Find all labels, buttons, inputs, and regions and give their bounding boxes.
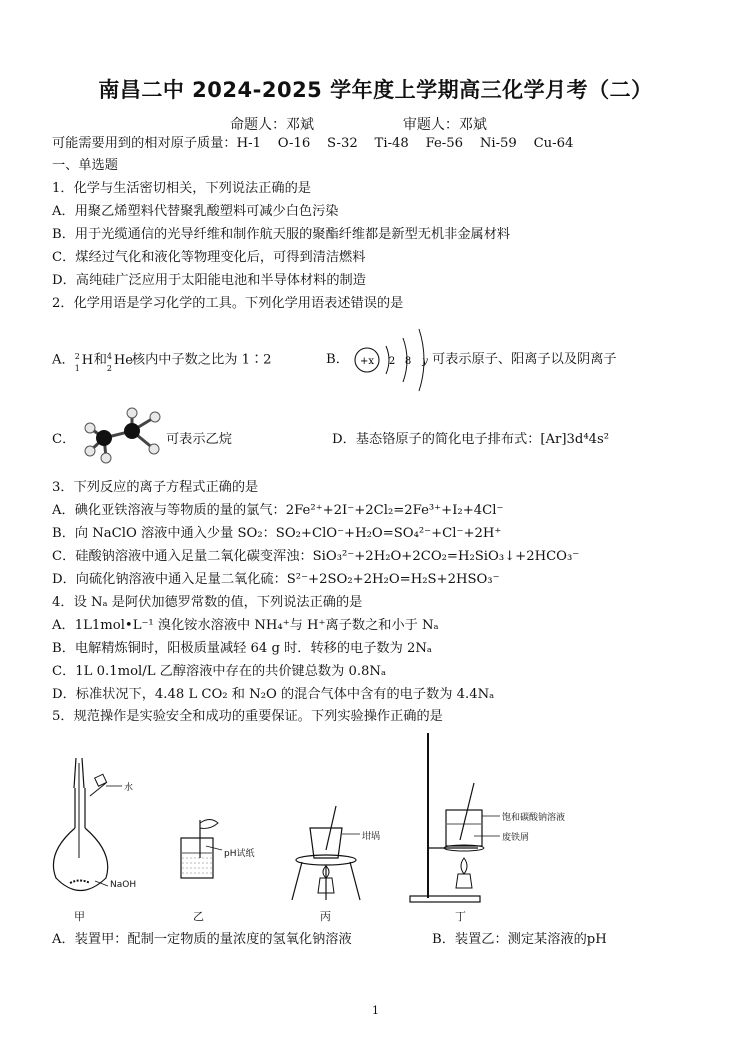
q4-option-d: D．标准状况下，4.48 L CO₂ 和 N₂O 的混合气体中含有的电子数为 4.4Nₐ xyxy=(52,687,495,702)
page-number: 1 xyxy=(372,1004,379,1017)
shell-2-electrons: 8 xyxy=(404,356,412,367)
isotope-he4 xyxy=(106,350,133,373)
setter-label: 命题人：邓斌 xyxy=(230,117,314,133)
isotope-he4-mass: 4 xyxy=(106,352,112,361)
apparatus-jia xyxy=(53,758,122,891)
q3-option-d: D．向硫化钠溶液中通入足量二氧化硫：S²⁻+2SO₂+2H₂O=H₂S+2HSO₃⁻ xyxy=(52,572,500,587)
q2-a-prefix: A． xyxy=(52,352,75,368)
isotope-he4-symbol: He xyxy=(113,353,133,368)
q2-option-d: D．基态铬原子的简化电子排布式：[Ar]3d⁴4s² xyxy=(332,432,610,447)
q4-stem: 4．设 Nₐ 是阿伏加德罗常数的值，下列说法正确的是 xyxy=(52,595,363,610)
label-crucible: 坩埚 xyxy=(362,832,381,842)
q1-option-d: D．高纯硅广泛应用于太阳能电池和半导体材料的制造 xyxy=(52,273,366,288)
caption-yi: 乙 xyxy=(193,910,204,923)
atomic-structure-diagram xyxy=(350,324,435,394)
section-heading: 一、单选题 xyxy=(52,158,118,173)
q4-option-b: B．电解精炼铜时，阳极质量减轻 64 g 时．转移的电子数为 2Nₐ xyxy=(52,641,433,656)
apparatus-yi xyxy=(181,820,222,879)
q5-option-a: A．装置甲：配制一定物质的量浓度的氢氧化钠溶液 xyxy=(52,932,352,947)
q2-b-suffix: 可表示原子、阳离子以及阴离子 xyxy=(432,352,617,367)
label-water: 水 xyxy=(124,783,134,793)
caption-bing: 丙 xyxy=(320,910,331,923)
reviewer-label: 审题人：邓斌 xyxy=(402,117,487,133)
label-ph-paper: pH试纸 xyxy=(224,849,255,859)
q2-a-suffix: 核内中子数之比为 1∶2 xyxy=(131,352,272,368)
q5-option-b: B．装置乙：测定某溶液的pH xyxy=(432,932,607,947)
label-scrap-iron: 废铁屑 xyxy=(502,833,530,843)
page-title: 南昌二中 2024-2025 学年度上学期高三化学月考（二） xyxy=(98,78,653,102)
q3-option-c: C．硅酸钠溶液中通入足量二氧化碳变浑浊：SiO₃²⁻+2H₂O+2CO₂=H₂SiO₃↓+2HCO₃⁻ xyxy=(52,549,580,564)
apparatus-bing xyxy=(292,806,360,900)
label-sodium-carbonate: 饱和碳酸钠溶液 xyxy=(502,813,566,823)
q1-stem: 1．化学与生活密切相关，下列说法正确的是 xyxy=(52,181,311,196)
caption-ding: 丁 xyxy=(455,910,466,923)
q2-stem: 2．化学用语是学习化学的工具。下列化学用语表述错误的是 xyxy=(52,296,404,311)
q2-c-suffix: 可表示乙烷 xyxy=(166,432,232,447)
label-naoh: NaOH xyxy=(110,880,137,890)
isotope-h2 xyxy=(74,350,94,373)
ethane-ball-stick-model xyxy=(78,405,164,467)
q4-option-a: A．1L1mol•L⁻¹ 溴化铵水溶液中 NH₄⁺与 H⁺离子数之和小于 Nₐ xyxy=(52,618,439,633)
q2-b-prefix: B． xyxy=(326,352,349,367)
apparatus-ding xyxy=(410,733,500,902)
isotope-h2-symbol: H xyxy=(81,353,94,368)
q1-option-a: A．用聚乙烯塑料代替聚乳酸塑料可减少白色污染 xyxy=(52,204,339,219)
isotope-h2-mass: 2 xyxy=(74,352,80,361)
isotope-h2-number: 1 xyxy=(74,364,80,373)
isotope-he4-number: 2 xyxy=(106,364,112,373)
atomic-masses: 可能需要用到的相对原子质量：H-1 O-16 S-32 Ti-48 Fe-56 Ni-59 Cu-64 xyxy=(52,136,574,151)
q4-option-c: C．1L 0.1mol/L 乙醇溶液中存在的共价键总数为 0.8Nₐ xyxy=(52,664,387,679)
q5-stem: 5．规范操作是实验安全和成功的重要保证。下列实验操作正确的是 xyxy=(52,709,443,724)
caption-jia: 甲 xyxy=(74,910,85,923)
q3-option-b: B．向 NaClO 溶液中通入少量 SO₂：SO₂+ClO⁻+H₂O=SO₄²⁻+Cl⁻+2H⁺ xyxy=(52,526,502,541)
q1-option-c: C．煤经过气化和液化等物理变化后，可得到清洁燃料 xyxy=(52,250,366,265)
q3-stem: 3．下列反应的离子方程式正确的是 xyxy=(52,480,259,495)
q2-c-prefix: C． xyxy=(52,432,76,447)
q1-option-b: B．用于光缆通信的光导纤维和制作航天服的聚酯纤维都是新型无机非金属材料 xyxy=(52,227,511,242)
q3-option-a: A．碘化亚铁溶液与等物质的量的氯气：2Fe²⁺+2I⁻+2Cl₂=2Fe³⁺+I₂+4Cl⁻ xyxy=(52,503,504,518)
q2-option-a xyxy=(52,350,272,371)
q2-a-mid: 和 xyxy=(93,352,107,368)
authors-row xyxy=(230,114,650,134)
nucleus-charge: +x xyxy=(359,356,375,367)
shell-3-electrons: y xyxy=(422,356,428,367)
shell-1-electrons: 2 xyxy=(388,356,396,367)
